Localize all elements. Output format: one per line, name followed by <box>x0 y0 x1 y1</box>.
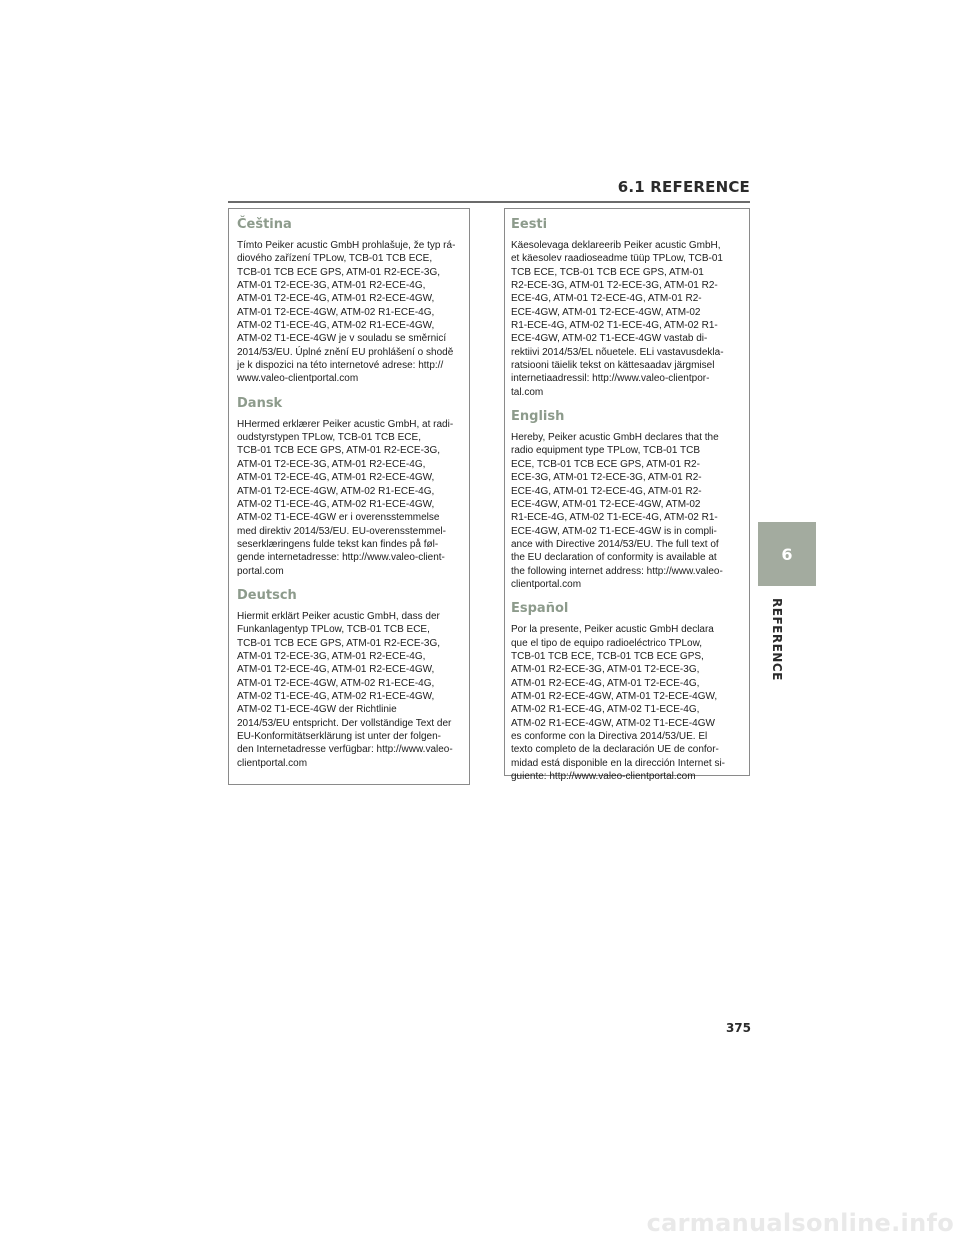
chapter-side-label: REFERENCE <box>770 598 784 681</box>
heading-dansk: Dansk <box>237 395 283 411</box>
heading-english: English <box>511 409 565 425</box>
heading-cestina: Čeština <box>237 217 292 232</box>
page-number: 375 <box>725 1021 751 1035</box>
text-dansk: HHermed erklærer Peiker acustic GmbH, at radi- oudstyrstypen TPLow, TCB-01 TCB ECE, TCB-01 TCB ECE GPS, ATM-01 R2-ECE-3G, ATM-01 T2-ECE-3G, ATM-01 R2-ECE-4G, ATM-01 T2-ECE-4G, ATM-01 R2-ECE-4GW, ATM-01 T2-ECE-4GW, ATM-02 R1-ECE-4G, ATM-02 T1-ECE-4G, ATM-02 R1-ECE-4GW, ATM-02 T1-ECE-4GW er i overensstemmelse med direktiv 2014/53/EU. EU-overensstemmel- seserklæringens fulde tekst kan findes på føl- gende internetadresse: http://www.valeo-client- portal.com <box>237 418 454 577</box>
right-declarations-box <box>504 208 750 783</box>
watermark: carmanualsonline.info <box>646 1209 954 1237</box>
heading-espanol: Español <box>511 601 569 617</box>
chapter-number: 6 <box>781 544 793 564</box>
text-espanol: Por la presente, Peiker acustic GmbH declara que el tipo de equipo radioeléctrico TPLow, TCB-01 TCB ECE, TCB-01 TCB ECE GPS, ATM-01 R2-ECE-3G, ATM-01 T2-ECE-3G, ATM-01 R2-ECE-4G, ATM-01 T2-ECE-4G, ATM-01 R2-ECE-4GW, ATM-01 T2-ECE-4GW, ATM-02 R1-ECE-4G, ATM-02 T1-ECE-4G, ATM-02 R1-ECE-4GW, ATM-02 T1-ECE-4GW es conforme con la Directiva 2014/53/UE. El texto completo de la declaración UE de confor- midad está disponible en la dirección Internet si- guiente: http://www.valeo-clientportal.com <box>511 624 726 783</box>
section-title: 6.1 REFERENCE <box>617 178 750 196</box>
text-deutsch: Hiermit erklärt Peiker acustic GmbH, dass der Funkanlagentyp TPLow, TCB-01 TCB ECE, TCB-01 TCB ECE GPS, ATM-01 R2-ECE-3G, ATM-01 T2-ECE-3G, ATM-01 R2-ECE-4G, ATM-01 T2-ECE-4G, ATM-01 R2-ECE-4GW, ATM-01 T2-ECE-4GW, ATM-02 R1-ECE-4G, ATM-02 T1-ECE-4G, ATM-02 R1-ECE-4GW, ATM-02 T1-ECE-4GW der Richtlinie 2014/53/EU entspricht. Der vollständige Text der EU-Konformitätserklärung ist unter der folgen- den Internetadresse verfügbar: http://www.valeo- clientportal.com <box>237 610 453 769</box>
chapter-tab <box>758 522 816 586</box>
text-english: Hereby, Peiker acustic GmbH declares that the radio equipment type TPLow, TCB-01 TCB ECE, TCB-01 TCB ECE GPS, ATM-01 R2- ECE-3G, ATM-01 T2-ECE-3G, ATM-01 R2- ECE-4G, ATM-01 T2-ECE-4G, ATM-01 R2- ECE-4GW, ATM-01 T2-ECE-4GW, ATM-02 R1-ECE-4G, ATM-02 T1-ECE-4G, ATM-02 R1- ECE-4GW, ATM-02 T1-ECE-4GW is in compli- ance with Directive 2014/53/EU. The full text of the EU declaration of conformity is available at the following internet address: http://www.valeo- clientportal.com <box>511 432 723 590</box>
left-declarations-box <box>228 208 470 785</box>
title-rule <box>228 201 750 203</box>
heading-deutsch: Deutsch <box>237 587 297 603</box>
heading-eesti: Eesti <box>511 217 548 232</box>
text-eesti: Käesolevaga deklareerib Peiker acustic GmbH, et käesolev raadioseadme tüüp TPLow, TCB-01 TCB ECE, TCB-01 TCB ECE GPS, ATM-01 R2-ECE-3G, ATM-01 T2-ECE-3G, ATM-01 R2- ECE-4G, ATM-01 T2-ECE-4G, ATM-01 R2- ECE-4GW, ATM-01 T2-ECE-4GW, ATM-02 R1-ECE-4G, ATM-02 T1-ECE-4G, ATM-02 R1- ECE-4GW, ATM-02 T1-ECE-4GW vastab di- rektiivi 2014/53/EL nõuetele. ELi vastavusdekla- ratsiooni täielik tekst on kättesaadav järgmisel internetiaadressil: http://www.valeo-clientpor- tal.com <box>511 240 724 398</box>
text-cestina: Tímto Peiker acustic GmbH prohlašuje, že typ rá- diového zařízení TPLow, TCB-01 TCB ECE, TCB-01 TCB ECE GPS, ATM-01 R2-ECE-3G, ATM-01 T2-ECE-3G, ATM-01 R2-ECE-4G, ATM-01 T2-ECE-4G, ATM-01 R2-ECE-4GW, ATM-01 T2-ECE-4GW, ATM-02 R1-ECE-4G, ATM-02 T1-ECE-4G, ATM-02 R1-ECE-4GW, ATM-02 T1-ECE-4GW je v souladu se směrnicí 2014/53/EU. Úplné znění EU prohlášení o shodě je k dispozici na této internetové adrese: http:// www.valeo-clientportal.com <box>237 240 456 385</box>
